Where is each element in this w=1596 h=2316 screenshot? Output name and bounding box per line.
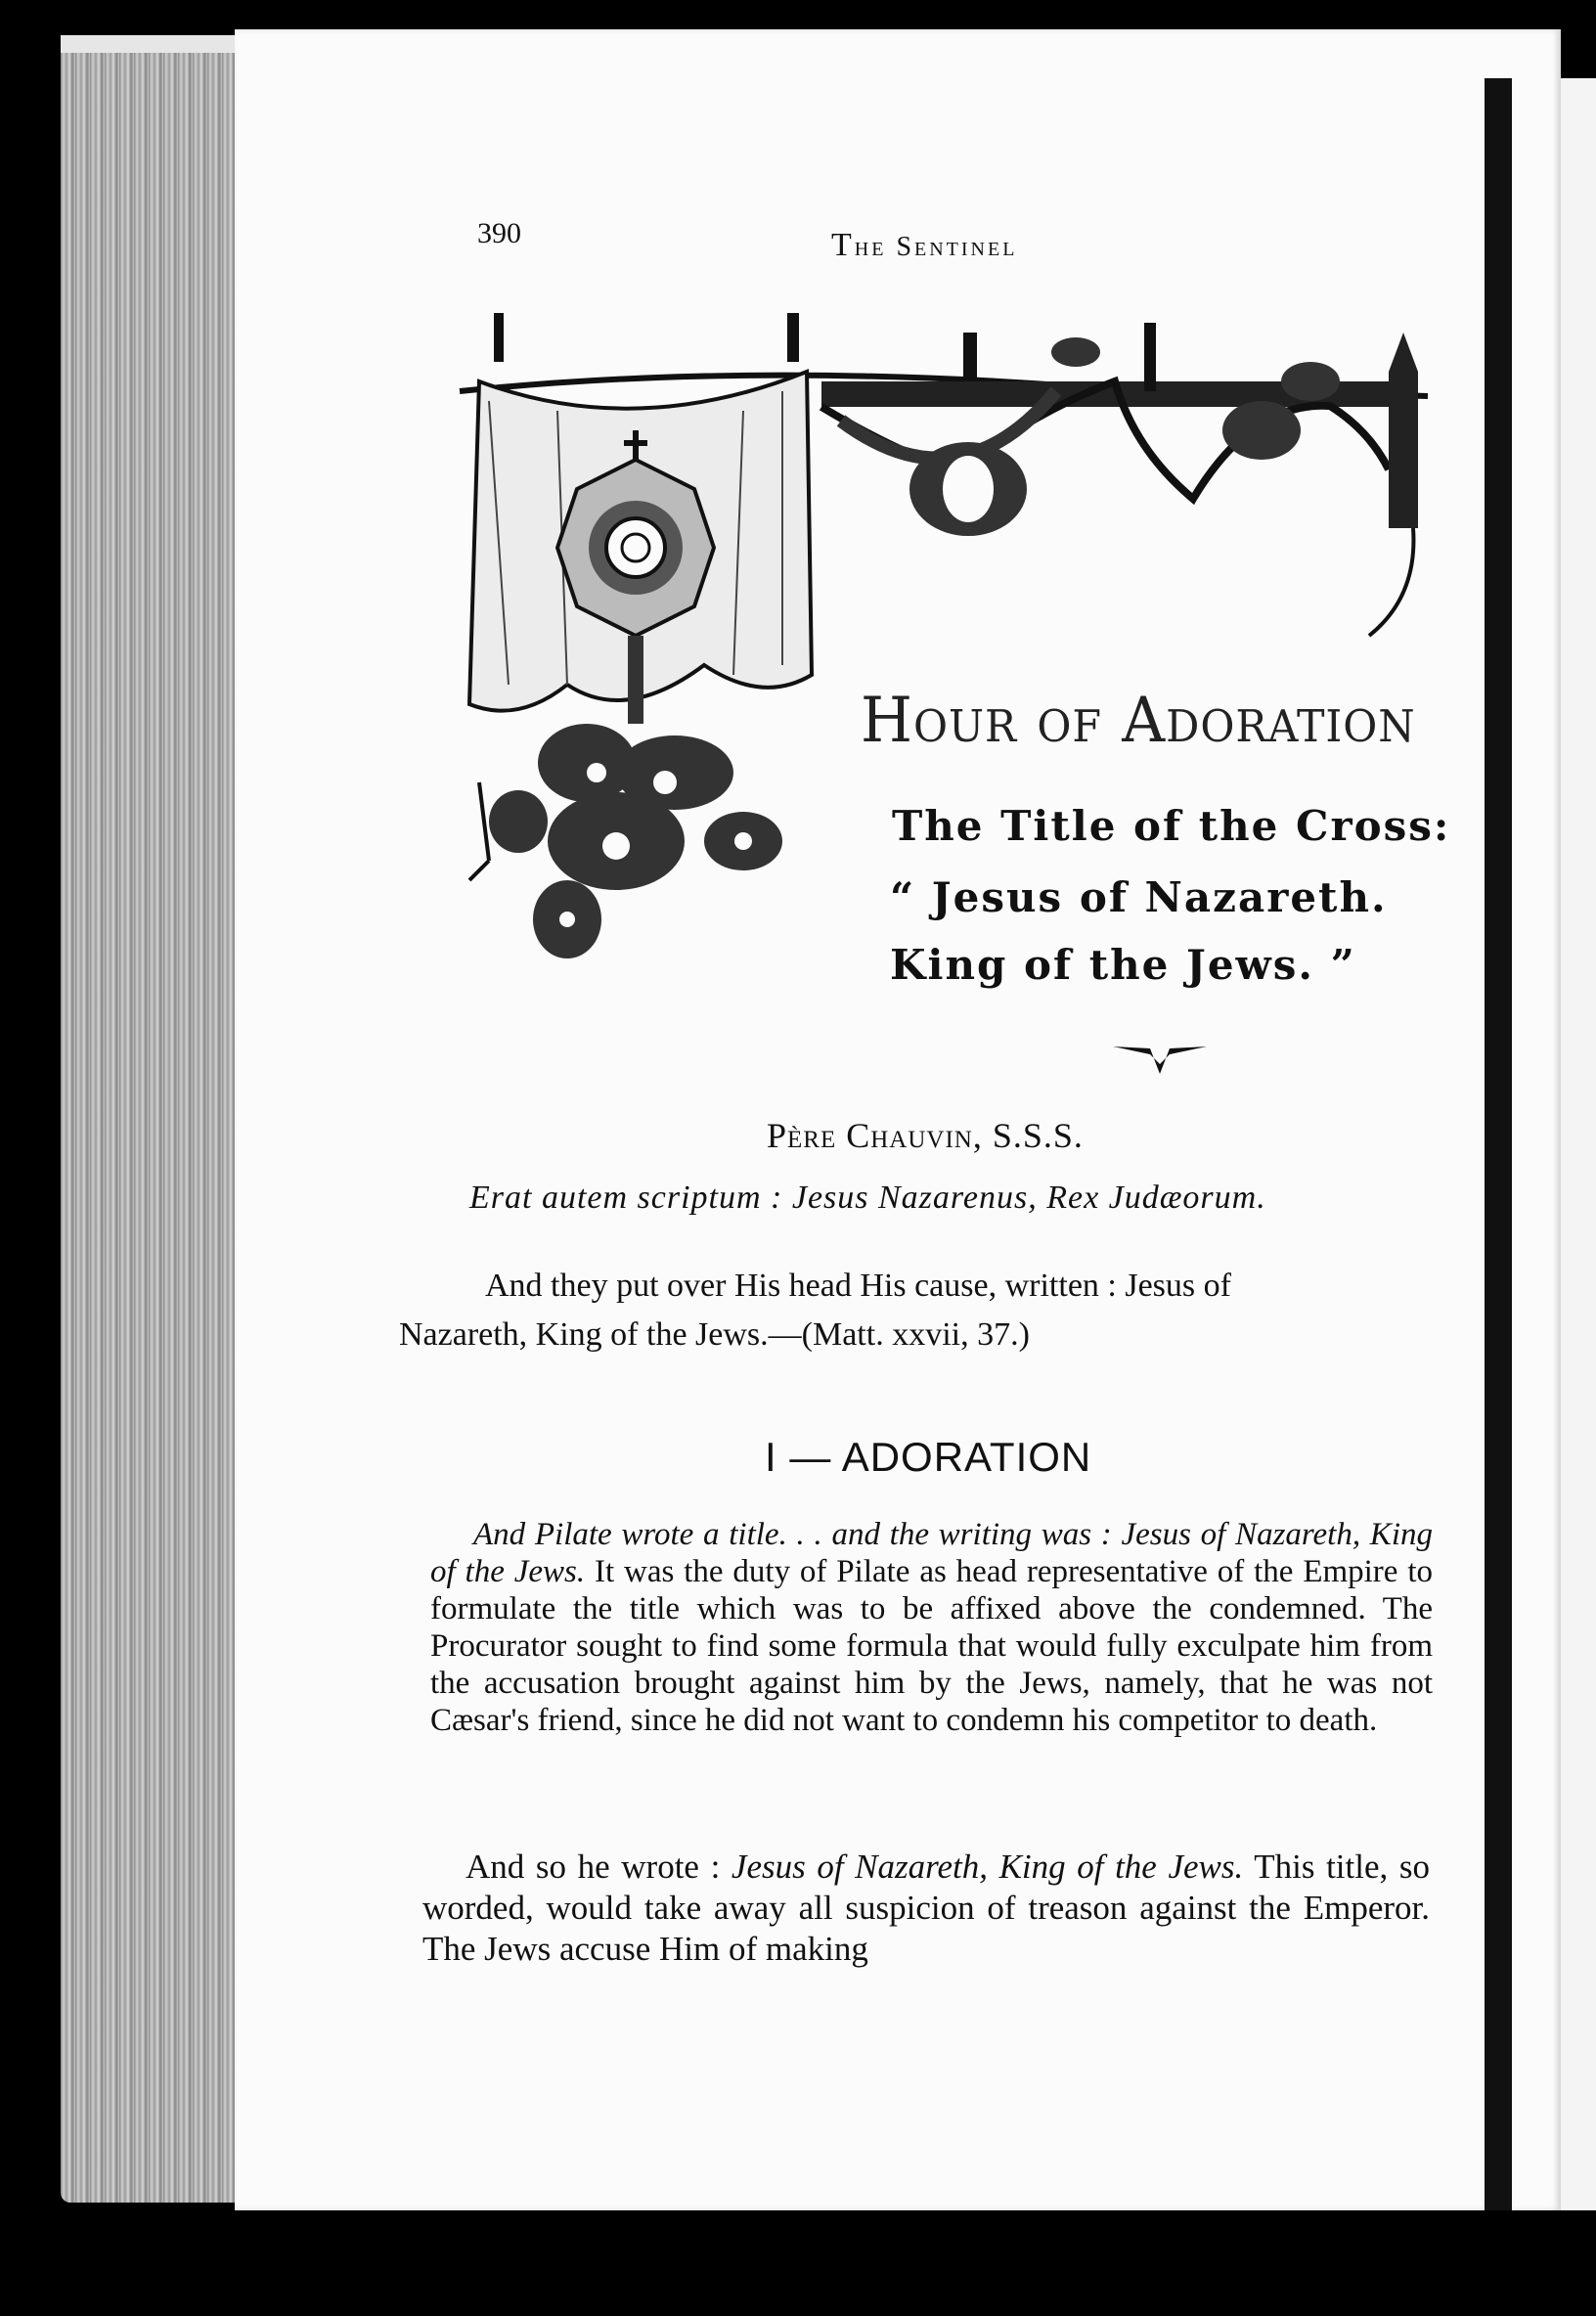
paragraph2-lead: And so he wrote : <box>466 1848 732 1886</box>
scripture-line-1: And they put over His head His cause, written : Jesus of <box>485 1268 1231 1304</box>
body-paragraph-2 <box>422 1847 1430 1970</box>
page-stack-top <box>61 35 256 53</box>
scripture-line-2: Nazareth, King of the Jews.—(Matt. xxvii, 37.) <box>399 1316 1030 1353</box>
paragraph2-italic: Jesus of Nazareth, King of the Jews. <box>731 1848 1244 1886</box>
paragraph1-text: It was the duty of Pilate as head representative of the Empire to formulate the title which was to be affixed above the condemned. The Procurator sought to find some formula that would fully exculpate him from the accusation brought against him by the Jews, namely, that he was not Cæsar's friend, since he did not want to condemn his competitor to death. <box>430 1554 1433 1738</box>
fleuron-ornament <box>1111 1037 1209 1076</box>
latin-epigraph: Erat autem scriptum : Jesus Nazarenus, Rex Judæorum. <box>469 1180 1266 1216</box>
body-paragraph-1 <box>430 1516 1433 1739</box>
paragraph1-italic-lead: And Pilate wrote a title. . . and the writing was : Jesus of Nazareth, King of the Jews. <box>430 1517 1433 1589</box>
subtitle-line-3: King of the Jews. ” <box>890 941 1356 989</box>
article-title: Hour of Adoration <box>861 685 1416 757</box>
gutter-shadow <box>1485 78 1512 2210</box>
page-number: 390 <box>477 217 521 249</box>
author-line: Père Chauvin, S.S.S. <box>767 1116 1084 1155</box>
running-title: The Sentinel <box>831 227 1018 263</box>
subtitle-line-1: The Title of the Cross: <box>892 802 1451 850</box>
section-heading: I — ADORATION <box>765 1434 1092 1480</box>
scripture-quote <box>399 1262 1440 1359</box>
subtitle-line-2: “ Jesus of Nazareth. <box>890 873 1388 921</box>
paragraph2-text: This title, so worded, would take away all suspicion of treason against the Emperor. The Jews accuse Him of making <box>422 1848 1430 1968</box>
book-page-stack <box>61 35 246 2203</box>
